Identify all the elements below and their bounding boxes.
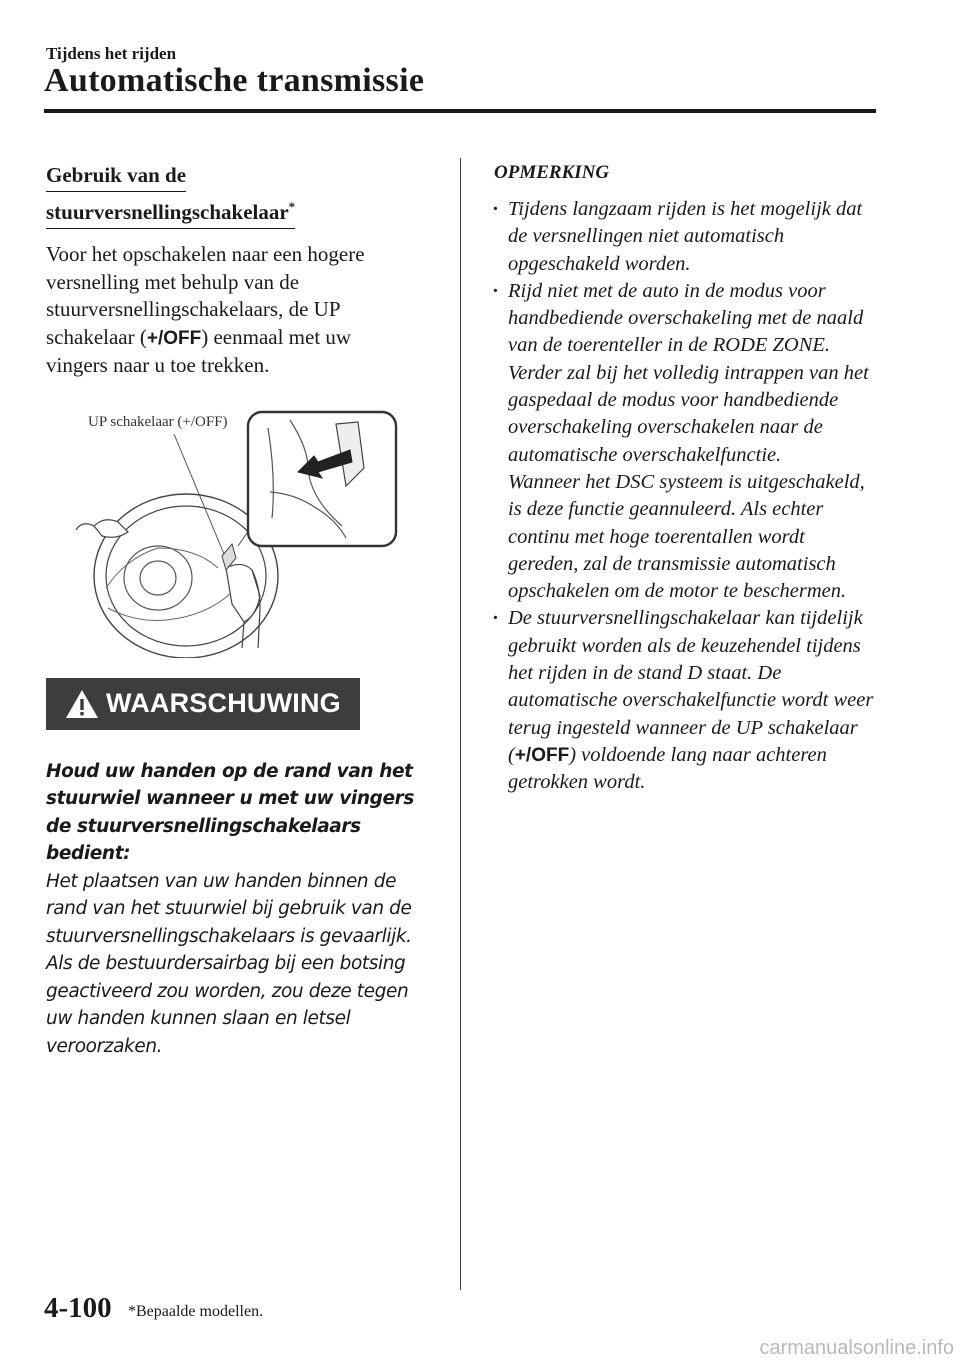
section-heading (46, 160, 416, 229)
footer-footnote: *Bepaalde modellen. (128, 1303, 264, 1320)
section-heading-line2-text: stuurversnellingschakelaar (46, 200, 289, 224)
column-divider (460, 158, 461, 1290)
header-divider (44, 109, 876, 113)
page-number: 4-100 (44, 1292, 112, 1324)
warning-banner-text: WAARSCHUWING (106, 688, 341, 718)
steering-wheel-drawing (46, 408, 416, 658)
note-item-1-text: Tijdens langzaam rijden is het mogelijk dat de versnellingen niet automatisch opgeschakeld worden. (508, 198, 863, 275)
left-column (46, 160, 416, 1060)
body-text-before: Voor het opschakelen naar een hogere versnelling met behulp van de stuurversnellingschakelaars, de UP schakelaar ( (46, 242, 365, 349)
section-body (46, 241, 416, 380)
note-item-3 (480, 605, 880, 796)
warning-banner (46, 678, 360, 730)
note-list (480, 196, 880, 797)
note-item-3-text-after: ) voldoende lang naar achteren getrokken wordt. (508, 743, 827, 794)
right-column (480, 160, 880, 817)
warning-body-text: Het plaatsen van uw handen binnen de rand van het stuurwiel bij gebruik van de stuurversnellingschakelaars is gevaarlijk. Als de bestuurdersairbag bij een botsing geactiveerd zou worden, zou deze tegen uw handen kunnen slaan en letsel veroorzaken. (46, 870, 412, 1057)
section-heading-line1: Gebruik van de (46, 160, 186, 192)
warning-triangle-icon (64, 688, 100, 720)
up-switch-glyph: +/OFF (146, 327, 202, 349)
steering-wheel-illustration (46, 408, 416, 658)
note-item-1 (480, 196, 880, 278)
warning-bold-text: Houd uw handen op de rand van het stuurwiel wanneer u met uw vingers de stuurversnellingschakelaars bedient: (46, 760, 414, 864)
note-heading: OPMERKING (494, 162, 610, 183)
watermark: carmanualsonline.info (759, 1337, 954, 1359)
warning-body (46, 758, 416, 1061)
figure-callout-label: UP schakelaar (+/OFF) (88, 413, 228, 430)
page-title: Automatische transmissie (44, 62, 425, 99)
note-item-3-text-before: De stuurversnellingschakelaar kan tijdelijk gebruikt worden als de keuzehendel tijdens het rijden in de stand D staat. De automatische overschakelfunctie wordt weer terug ingesteld wanneer de UP schakelaar ( (508, 607, 874, 766)
note-item-2-subtext: Wanneer het DSC systeem is uitgeschakeld, is deze functie geannuleerd. Als echter continu met hoge toerentallen wordt gereden, zal de transmissie automatisch opschakelen om de motor te beschermen. (508, 470, 865, 603)
note-item-2-text: Rijd niet met de auto in de modus voor handbediende overschakeling met de naald van de toerenteller in de RODE ZONE. Verder zal bij het volledig intrappen van het gaspedaal de modus voor handbediende overschakeling overschakelen naar de automatische overschakelfunctie. (508, 279, 869, 466)
footnote-marker: * (288, 199, 296, 214)
section-heading-line2 (46, 192, 295, 229)
up-switch-glyph-note: +/OFF (514, 744, 570, 766)
note-item-2 (480, 278, 880, 606)
running-header-section: Tijdens het rijden (46, 44, 177, 63)
body-text-after: ) eenmaal met uw vingers naar u toe trekken. (46, 324, 352, 377)
